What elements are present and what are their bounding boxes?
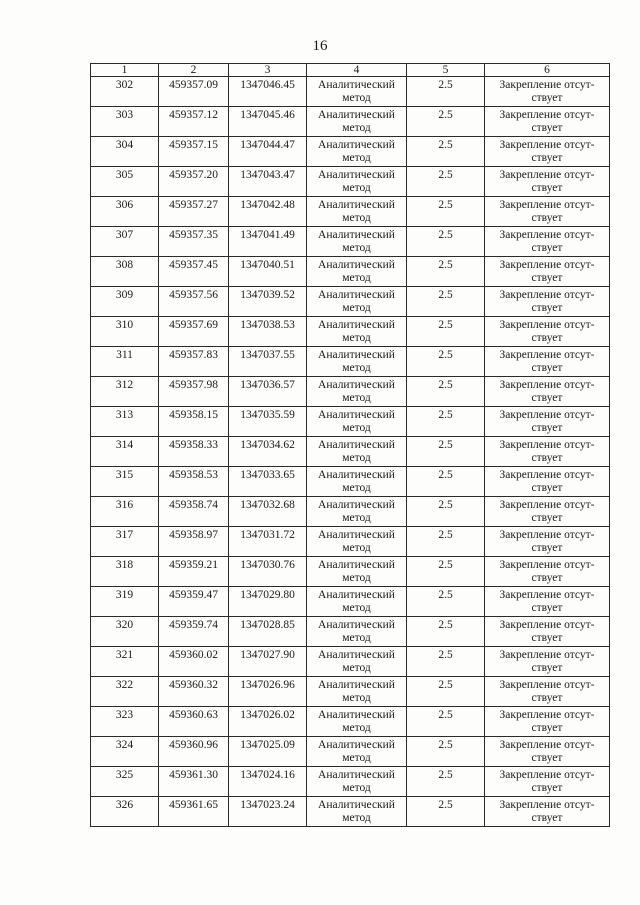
method-cell	[307, 377, 407, 407]
fixing-line-2: ствует	[531, 452, 563, 464]
x-coordinate-cell: 459361.65	[159, 797, 229, 827]
fixing-cell	[485, 767, 610, 797]
x-coordinate-cell: 459357.12	[159, 107, 229, 137]
method-line-1: Аналитический	[318, 499, 395, 511]
method-line-2: метод	[342, 632, 371, 644]
y-coordinate-cell: 1347038.53	[229, 317, 307, 347]
header-col-1: 1	[91, 64, 159, 77]
fixing-line-1: Закрепление отсут-	[499, 199, 595, 211]
accuracy-cell: 2.5	[407, 137, 485, 167]
table-row	[91, 347, 610, 377]
y-coordinate-cell: 1347037.55	[229, 347, 307, 377]
method-line-2: метод	[342, 572, 371, 584]
x-coordinate-cell: 459360.02	[159, 647, 229, 677]
coordinates-table	[90, 63, 610, 827]
method-cell	[307, 317, 407, 347]
method-cell	[307, 497, 407, 527]
method-cell	[307, 617, 407, 647]
header-col-6: 6	[485, 64, 610, 77]
accuracy-cell: 2.5	[407, 317, 485, 347]
fixing-line-2: ствует	[531, 302, 563, 314]
point-number-cell: 314	[91, 437, 159, 467]
y-coordinate-cell: 1347030.76	[229, 557, 307, 587]
fixing-line-1: Закрепление отсут-	[499, 139, 595, 151]
fixing-cell	[485, 707, 610, 737]
x-coordinate-cell: 459357.27	[159, 197, 229, 227]
y-coordinate-cell: 1347045.46	[229, 107, 307, 137]
fixing-line-1: Закрепление отсут-	[499, 769, 595, 781]
fixing-line-2: ствует	[531, 692, 563, 704]
fixing-line-1: Закрепление отсут-	[499, 679, 595, 691]
x-coordinate-cell: 459361.30	[159, 767, 229, 797]
y-coordinate-cell: 1347039.52	[229, 287, 307, 317]
accuracy-cell: 2.5	[407, 377, 485, 407]
fixing-cell	[485, 437, 610, 467]
method-cell	[307, 227, 407, 257]
method-line-1: Аналитический	[318, 769, 395, 781]
point-number-cell: 316	[91, 497, 159, 527]
accuracy-cell: 2.5	[407, 257, 485, 287]
y-coordinate-cell: 1347023.24	[229, 797, 307, 827]
table-row	[91, 677, 610, 707]
fixing-line-2: ствует	[531, 182, 563, 194]
fixing-line-2: ствует	[531, 662, 563, 674]
accuracy-cell: 2.5	[407, 617, 485, 647]
x-coordinate-cell: 459358.15	[159, 407, 229, 437]
fixing-cell	[485, 677, 610, 707]
fixing-line-2: ствует	[531, 422, 563, 434]
accuracy-cell: 2.5	[407, 197, 485, 227]
accuracy-cell: 2.5	[407, 347, 485, 377]
y-coordinate-cell: 1347043.47	[229, 167, 307, 197]
fixing-cell	[485, 557, 610, 587]
fixing-line-1: Закрепление отсут-	[499, 649, 595, 661]
method-line-2: метод	[342, 512, 371, 524]
fixing-line-2: ствует	[531, 212, 563, 224]
fixing-cell	[485, 647, 610, 677]
point-number-cell: 304	[91, 137, 159, 167]
accuracy-cell: 2.5	[407, 227, 485, 257]
method-cell	[307, 287, 407, 317]
fixing-cell	[485, 347, 610, 377]
fixing-line-2: ствует	[531, 512, 563, 524]
method-cell	[307, 347, 407, 377]
fixing-line-1: Закрепление отсут-	[499, 259, 595, 271]
x-coordinate-cell: 459358.97	[159, 527, 229, 557]
accuracy-cell: 2.5	[407, 677, 485, 707]
fixing-line-2: ствует	[531, 392, 563, 404]
table-row	[91, 527, 610, 557]
table-row	[91, 137, 610, 167]
method-line-1: Аналитический	[318, 439, 395, 451]
table-row	[91, 407, 610, 437]
method-line-2: метод	[342, 782, 371, 794]
method-line-1: Аналитический	[318, 349, 395, 361]
method-cell	[307, 137, 407, 167]
table-row	[91, 107, 610, 137]
x-coordinate-cell: 459357.98	[159, 377, 229, 407]
accuracy-cell: 2.5	[407, 797, 485, 827]
fixing-cell	[485, 77, 610, 107]
table-row	[91, 617, 610, 647]
method-line-2: метод	[342, 422, 371, 434]
x-coordinate-cell: 459357.45	[159, 257, 229, 287]
method-cell	[307, 797, 407, 827]
fixing-line-2: ствует	[531, 782, 563, 794]
y-coordinate-cell: 1347031.72	[229, 527, 307, 557]
fixing-line-1: Закрепление отсут-	[499, 379, 595, 391]
point-number-cell: 313	[91, 407, 159, 437]
fixing-line-1: Закрепление отсут-	[499, 109, 595, 121]
x-coordinate-cell: 459358.74	[159, 497, 229, 527]
method-line-1: Аналитический	[318, 469, 395, 481]
x-coordinate-cell: 459359.21	[159, 557, 229, 587]
point-number-cell: 309	[91, 287, 159, 317]
fixing-line-1: Закрепление отсут-	[499, 739, 595, 751]
y-coordinate-cell: 1347044.47	[229, 137, 307, 167]
fixing-cell	[485, 137, 610, 167]
method-line-2: метод	[342, 92, 371, 104]
table-row	[91, 197, 610, 227]
accuracy-cell: 2.5	[407, 707, 485, 737]
fixing-line-2: ствует	[531, 722, 563, 734]
method-line-1: Аналитический	[318, 739, 395, 751]
method-cell	[307, 647, 407, 677]
method-line-1: Аналитический	[318, 589, 395, 601]
y-coordinate-cell: 1347033.65	[229, 467, 307, 497]
method-line-2: метод	[342, 332, 371, 344]
method-cell	[307, 437, 407, 467]
fixing-line-1: Закрепление отсут-	[499, 229, 595, 241]
method-line-1: Аналитический	[318, 379, 395, 391]
method-line-2: метод	[342, 482, 371, 494]
fixing-line-1: Закрепление отсут-	[499, 469, 595, 481]
header-col-5: 5	[407, 64, 485, 77]
fixing-line-1: Закрепление отсут-	[499, 799, 595, 811]
table-row	[91, 257, 610, 287]
method-line-2: метод	[342, 242, 371, 254]
method-line-1: Аналитический	[318, 259, 395, 271]
table-row	[91, 377, 610, 407]
fixing-cell	[485, 527, 610, 557]
fixing-line-1: Закрепление отсут-	[499, 709, 595, 721]
fixing-line-2: ствует	[531, 122, 563, 134]
fixing-line-1: Закрепление отсут-	[499, 169, 595, 181]
y-coordinate-cell: 1347036.57	[229, 377, 307, 407]
method-line-1: Аналитический	[318, 79, 395, 91]
method-cell	[307, 557, 407, 587]
method-line-2: метод	[342, 662, 371, 674]
method-line-2: метод	[342, 302, 371, 314]
x-coordinate-cell: 459357.35	[159, 227, 229, 257]
point-number-cell: 311	[91, 347, 159, 377]
point-number-cell: 310	[91, 317, 159, 347]
x-coordinate-cell: 459358.53	[159, 467, 229, 497]
method-line-1: Аналитический	[318, 529, 395, 541]
header-col-3: 3	[229, 64, 307, 77]
accuracy-cell: 2.5	[407, 467, 485, 497]
fixing-cell	[485, 257, 610, 287]
method-line-2: метод	[342, 722, 371, 734]
y-coordinate-cell: 1347040.51	[229, 257, 307, 287]
table-row	[91, 287, 610, 317]
fixing-line-2: ствует	[531, 752, 563, 764]
point-number-cell: 303	[91, 107, 159, 137]
page-number: 16	[312, 38, 328, 54]
table-row	[91, 587, 610, 617]
table-row	[91, 707, 610, 737]
method-line-2: метод	[342, 122, 371, 134]
fixing-line-1: Закрепление отсут-	[499, 349, 595, 361]
method-line-1: Аналитический	[318, 139, 395, 151]
fixing-line-2: ствует	[531, 92, 563, 104]
table-row	[91, 317, 610, 347]
fixing-cell	[485, 797, 610, 827]
method-cell	[307, 77, 407, 107]
y-coordinate-cell: 1347035.59	[229, 407, 307, 437]
fixing-line-2: ствует	[531, 542, 563, 554]
accuracy-cell: 2.5	[407, 497, 485, 527]
accuracy-cell: 2.5	[407, 647, 485, 677]
method-line-2: метод	[342, 692, 371, 704]
table-row	[91, 767, 610, 797]
method-line-2: метод	[342, 602, 371, 614]
method-line-2: метод	[342, 812, 371, 824]
fixing-line-2: ствует	[531, 362, 563, 374]
fixing-line-2: ствует	[531, 242, 563, 254]
y-coordinate-cell: 1347029.80	[229, 587, 307, 617]
fixing-cell	[485, 587, 610, 617]
y-coordinate-cell: 1347027.90	[229, 647, 307, 677]
point-number-cell: 308	[91, 257, 159, 287]
method-cell	[307, 707, 407, 737]
x-coordinate-cell: 459359.47	[159, 587, 229, 617]
fixing-line-1: Закрепление отсут-	[499, 499, 595, 511]
fixing-cell	[485, 167, 610, 197]
y-coordinate-cell: 1347032.68	[229, 497, 307, 527]
fixing-cell	[485, 317, 610, 347]
accuracy-cell: 2.5	[407, 77, 485, 107]
y-coordinate-cell: 1347026.02	[229, 707, 307, 737]
fixing-line-2: ствует	[531, 572, 563, 584]
accuracy-cell: 2.5	[407, 737, 485, 767]
x-coordinate-cell: 459357.69	[159, 317, 229, 347]
point-number-cell: 324	[91, 737, 159, 767]
x-coordinate-cell: 459357.56	[159, 287, 229, 317]
method-line-2: метод	[342, 152, 371, 164]
method-cell	[307, 467, 407, 497]
table-row	[91, 737, 610, 767]
point-number-cell: 307	[91, 227, 159, 257]
header-col-4: 4	[307, 64, 407, 77]
fixing-cell	[485, 197, 610, 227]
method-cell	[307, 107, 407, 137]
accuracy-cell: 2.5	[407, 527, 485, 557]
table-row	[91, 167, 610, 197]
fixing-line-1: Закрепление отсут-	[499, 79, 595, 91]
point-number-cell: 319	[91, 587, 159, 617]
x-coordinate-cell: 459360.32	[159, 677, 229, 707]
header-col-2: 2	[159, 64, 229, 77]
fixing-line-1: Закрепление отсут-	[499, 319, 595, 331]
point-number-cell: 321	[91, 647, 159, 677]
fixing-line-1: Закрепление отсут-	[499, 409, 595, 421]
point-number-cell: 326	[91, 797, 159, 827]
y-coordinate-cell: 1347034.62	[229, 437, 307, 467]
method-line-1: Аналитический	[318, 679, 395, 691]
y-coordinate-cell: 1347028.85	[229, 617, 307, 647]
method-line-1: Аналитический	[318, 289, 395, 301]
x-coordinate-cell: 459357.15	[159, 137, 229, 167]
method-cell	[307, 407, 407, 437]
accuracy-cell: 2.5	[407, 107, 485, 137]
fixing-cell	[485, 467, 610, 497]
y-coordinate-cell: 1347024.16	[229, 767, 307, 797]
x-coordinate-cell: 459358.33	[159, 437, 229, 467]
method-line-1: Аналитический	[318, 199, 395, 211]
accuracy-cell: 2.5	[407, 407, 485, 437]
x-coordinate-cell: 459360.96	[159, 737, 229, 767]
method-line-1: Аналитический	[318, 169, 395, 181]
point-number-cell: 305	[91, 167, 159, 197]
y-coordinate-cell: 1347041.49	[229, 227, 307, 257]
method-cell	[307, 677, 407, 707]
method-line-1: Аналитический	[318, 649, 395, 661]
method-line-2: метод	[342, 182, 371, 194]
point-number-cell: 320	[91, 617, 159, 647]
y-coordinate-cell: 1347025.09	[229, 737, 307, 767]
method-line-2: метод	[342, 362, 371, 374]
point-number-cell: 318	[91, 557, 159, 587]
fixing-line-2: ствует	[531, 602, 563, 614]
method-line-2: метод	[342, 392, 371, 404]
fixing-line-1: Закрепление отсут-	[499, 439, 595, 451]
table-row	[91, 647, 610, 677]
table-header-row	[91, 64, 610, 77]
point-number-cell: 323	[91, 707, 159, 737]
method-cell	[307, 167, 407, 197]
fixing-cell	[485, 107, 610, 137]
method-cell	[307, 197, 407, 227]
method-line-1: Аналитический	[318, 229, 395, 241]
method-line-1: Аналитический	[318, 109, 395, 121]
fixing-line-2: ствует	[531, 152, 563, 164]
fixing-line-1: Закрепление отсут-	[499, 589, 595, 601]
table-row	[91, 467, 610, 497]
fixing-cell	[485, 407, 610, 437]
method-line-2: метод	[342, 212, 371, 224]
y-coordinate-cell: 1347042.48	[229, 197, 307, 227]
accuracy-cell: 2.5	[407, 287, 485, 317]
method-line-1: Аналитический	[318, 319, 395, 331]
fixing-line-2: ствует	[531, 332, 563, 344]
fixing-cell	[485, 287, 610, 317]
fixing-line-2: ствует	[531, 482, 563, 494]
point-number-cell: 306	[91, 197, 159, 227]
method-cell	[307, 257, 407, 287]
table-row	[91, 557, 610, 587]
method-cell	[307, 587, 407, 617]
fixing-line-2: ствует	[531, 632, 563, 644]
fixing-line-1: Закрепление отсут-	[499, 559, 595, 571]
fixing-line-1: Закрепление отсут-	[499, 289, 595, 301]
table-row	[91, 497, 610, 527]
x-coordinate-cell: 459357.09	[159, 77, 229, 107]
method-line-1: Аналитический	[318, 619, 395, 631]
x-coordinate-cell: 459357.20	[159, 167, 229, 197]
point-number-cell: 317	[91, 527, 159, 557]
method-line-2: метод	[342, 272, 371, 284]
y-coordinate-cell: 1347026.96	[229, 677, 307, 707]
method-cell	[307, 737, 407, 767]
point-number-cell: 322	[91, 677, 159, 707]
x-coordinate-cell: 459360.63	[159, 707, 229, 737]
table-row	[91, 437, 610, 467]
fixing-line-1: Закрепление отсут-	[499, 619, 595, 631]
table-row	[91, 77, 610, 107]
point-number-cell: 312	[91, 377, 159, 407]
fixing-cell	[485, 227, 610, 257]
fixing-line-2: ствует	[531, 812, 563, 824]
y-coordinate-cell: 1347046.45	[229, 77, 307, 107]
x-coordinate-cell: 459357.83	[159, 347, 229, 377]
x-coordinate-cell: 459359.74	[159, 617, 229, 647]
accuracy-cell: 2.5	[407, 587, 485, 617]
accuracy-cell: 2.5	[407, 557, 485, 587]
fixing-line-2: ствует	[531, 272, 563, 284]
method-cell	[307, 767, 407, 797]
method-line-1: Аналитический	[318, 799, 395, 811]
table-row	[91, 797, 610, 827]
method-line-1: Аналитический	[318, 709, 395, 721]
accuracy-cell: 2.5	[407, 167, 485, 197]
method-cell	[307, 527, 407, 557]
accuracy-cell: 2.5	[407, 767, 485, 797]
point-number-cell: 315	[91, 467, 159, 497]
fixing-cell	[485, 737, 610, 767]
method-line-2: метод	[342, 752, 371, 764]
table-row	[91, 227, 610, 257]
point-number-cell: 302	[91, 77, 159, 107]
fixing-cell	[485, 617, 610, 647]
method-line-1: Аналитический	[318, 559, 395, 571]
fixing-line-1: Закрепление отсут-	[499, 529, 595, 541]
method-line-1: Аналитический	[318, 409, 395, 421]
accuracy-cell: 2.5	[407, 437, 485, 467]
point-number-cell: 325	[91, 767, 159, 797]
fixing-cell	[485, 497, 610, 527]
method-line-2: метод	[342, 542, 371, 554]
fixing-cell	[485, 377, 610, 407]
method-line-2: метод	[342, 452, 371, 464]
